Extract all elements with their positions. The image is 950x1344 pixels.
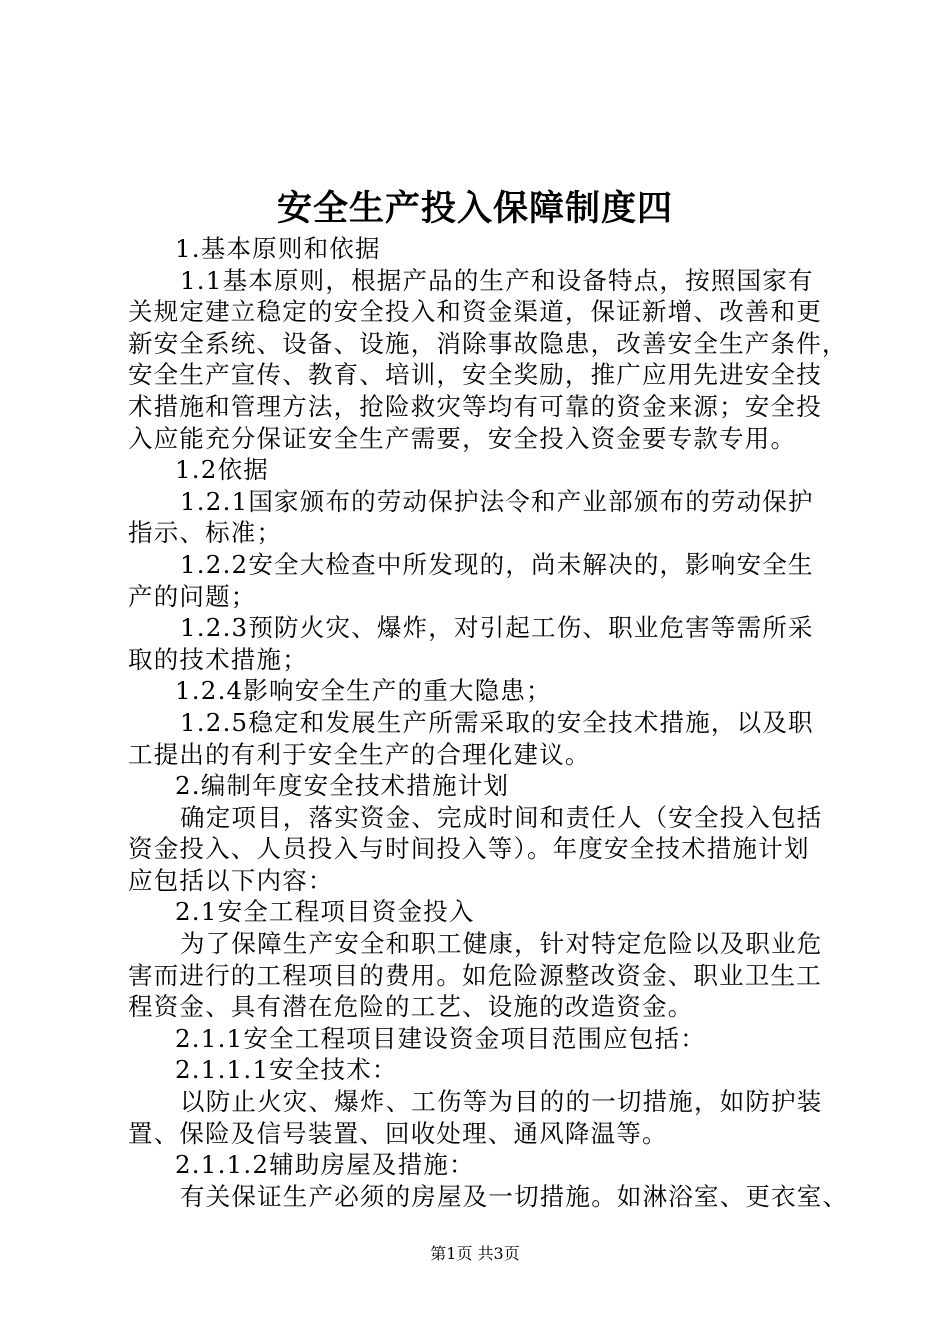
text-line: 取的技术措施；: [128, 644, 308, 674]
text-line: 应包括以下内容：: [128, 865, 334, 895]
text-line: 1.2.4影响安全生产的重大隐患；: [175, 676, 552, 706]
text-line: 确定项目，落实资金、完成时间和责任人（安全投入包括: [180, 802, 823, 832]
text-line: 新安全系统、设备、设施，消除事故隐患，改善安全生产条件，: [128, 328, 848, 358]
text-line: 关规定建立稳定的安全投入和资金渠道，保证新增、改善和更: [128, 297, 822, 327]
paragraph: [128, 549, 838, 612]
text-line: 安全生产宣传、教育、培训，安全奖励，推广应用先进安全技: [128, 360, 822, 390]
text-line: 2.1.1.2辅助房屋及措施：: [175, 1150, 475, 1180]
paragraph: [128, 675, 838, 707]
text-line: 1.基本原则和依据: [175, 234, 381, 263]
paragraph: [128, 896, 838, 928]
paragraph: [128, 928, 838, 1023]
paragraph: [128, 1181, 849, 1213]
text-line: 1.2.5稳定和发展生产所需采取的安全技术措施，以及职: [180, 707, 814, 737]
text-line: 害而进行的工程项目的费用。如危险源整改资金、职业卫生工: [128, 960, 822, 990]
paragraph: [128, 1054, 838, 1086]
text-line: 1.2.2安全大检查中所发现的，尚未解决的，影响安全生: [180, 549, 814, 579]
document-body: [128, 233, 849, 1212]
text-line: 有关保证生产必须的房屋及一切措施。如淋浴室、更衣室、: [180, 1181, 849, 1211]
text-line: 指示、标准；: [128, 518, 283, 548]
paragraph: [128, 265, 848, 455]
text-line: 为了保障生产安全和职工健康，针对特定危险以及职业危: [180, 929, 823, 959]
text-line: 1.2依据: [175, 455, 269, 485]
text-line: 1.2.3预防火灾、爆炸，对引起工伤、职业危害等需所采: [180, 613, 814, 643]
text-line: 1.2.1国家颁布的劳动保护法令和产业部颁布的劳动保护: [180, 486, 814, 516]
paragraph: [128, 770, 838, 802]
text-line: 2.编制年度安全技术措施计划: [175, 771, 510, 801]
paragraph: [128, 1149, 838, 1181]
paragraph: [128, 1023, 838, 1055]
paragraph: [128, 612, 838, 675]
text-line: 2.1.1安全工程项目建设资金项目范围应包括：: [175, 1023, 706, 1053]
text-line: 资金投入、人员投入与时间投入等）。年度安全技术措施计划: [128, 834, 810, 864]
text-line: 程资金、具有潜在危险的工艺、设施的改造资金。: [128, 992, 694, 1022]
paragraph: [128, 233, 838, 265]
text-line: 置、保险及信号装置、回收处理、通风降温等。: [128, 1118, 668, 1148]
text-line: 术措施和管理方法，抢险救灾等均有可靠的资金来源；安全投: [128, 391, 822, 421]
document-title: 安全生产投入保障制度四: [276, 188, 673, 229]
paragraph: [128, 454, 838, 486]
text-line: 工提出的有利于安全生产的合理化建议。: [128, 739, 591, 769]
paragraph: [128, 1086, 838, 1149]
paragraph: [128, 486, 838, 549]
text-line: 产的问题；: [128, 581, 257, 611]
text-line: 2.1.1.1安全技术：: [175, 1055, 398, 1085]
text-line: 2.1安全工程项目资金投入: [175, 897, 475, 927]
paragraph: [128, 707, 838, 770]
text-line: 1.1基本原则，根据产品的生产和设备特点，按照国家有: [180, 265, 814, 295]
paragraph: [128, 802, 838, 897]
page-footer: 第1页 共3页: [430, 1244, 520, 1263]
text-line: 入应能充分保证安全生产需要，安全投入资金要专款专用。: [128, 423, 797, 453]
text-line: 以防止火灾、爆炸、工伤等为目的的一切措施，如防护装: [180, 1087, 823, 1117]
